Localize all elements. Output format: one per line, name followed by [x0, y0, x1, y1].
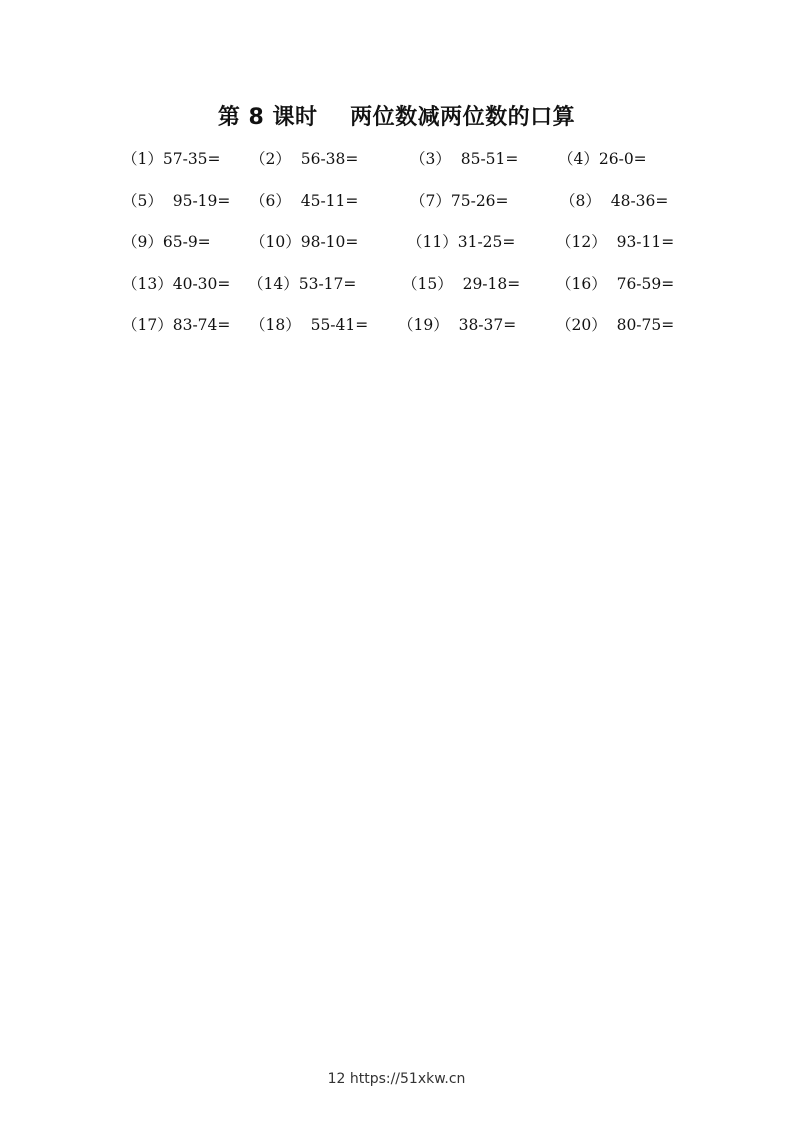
problem-9: （9）65-9= [122, 233, 211, 251]
problem-16: （16） 76-59= [556, 275, 675, 293]
problem-18: （18） 55-41= [250, 316, 369, 334]
problem-3: （3） 85-51= [410, 150, 519, 168]
problem-6: （6） 45-11= [250, 192, 359, 210]
problem-15: （15） 29-18= [402, 275, 521, 293]
problem-5: （5） 95-19= [122, 192, 231, 210]
problem-17: （17）83-74= [122, 316, 231, 334]
problem-13: （13）40-30= [122, 275, 231, 293]
problem-10: （10）98-10= [250, 233, 359, 251]
problem-12: （12） 93-11= [556, 233, 675, 251]
problem-2: （2） 56-38= [250, 150, 359, 168]
problem-1: （1）57-35= [122, 150, 221, 168]
problem-14: （14）53-17= [248, 275, 357, 293]
problem-20: （20） 80-75= [556, 316, 675, 334]
problem-19: （19） 38-37= [398, 316, 517, 334]
page-title: 第 8 课时 两位数减两位数的口算 [217, 105, 576, 130]
page-footer: 12 https://51xkw.cn [327, 1071, 466, 1087]
problem-4: （4）26-0= [558, 150, 647, 168]
problem-7: （7）75-26= [410, 192, 509, 210]
problem-11: （11）31-25= [407, 233, 516, 251]
problem-8: （8） 48-36= [560, 192, 669, 210]
